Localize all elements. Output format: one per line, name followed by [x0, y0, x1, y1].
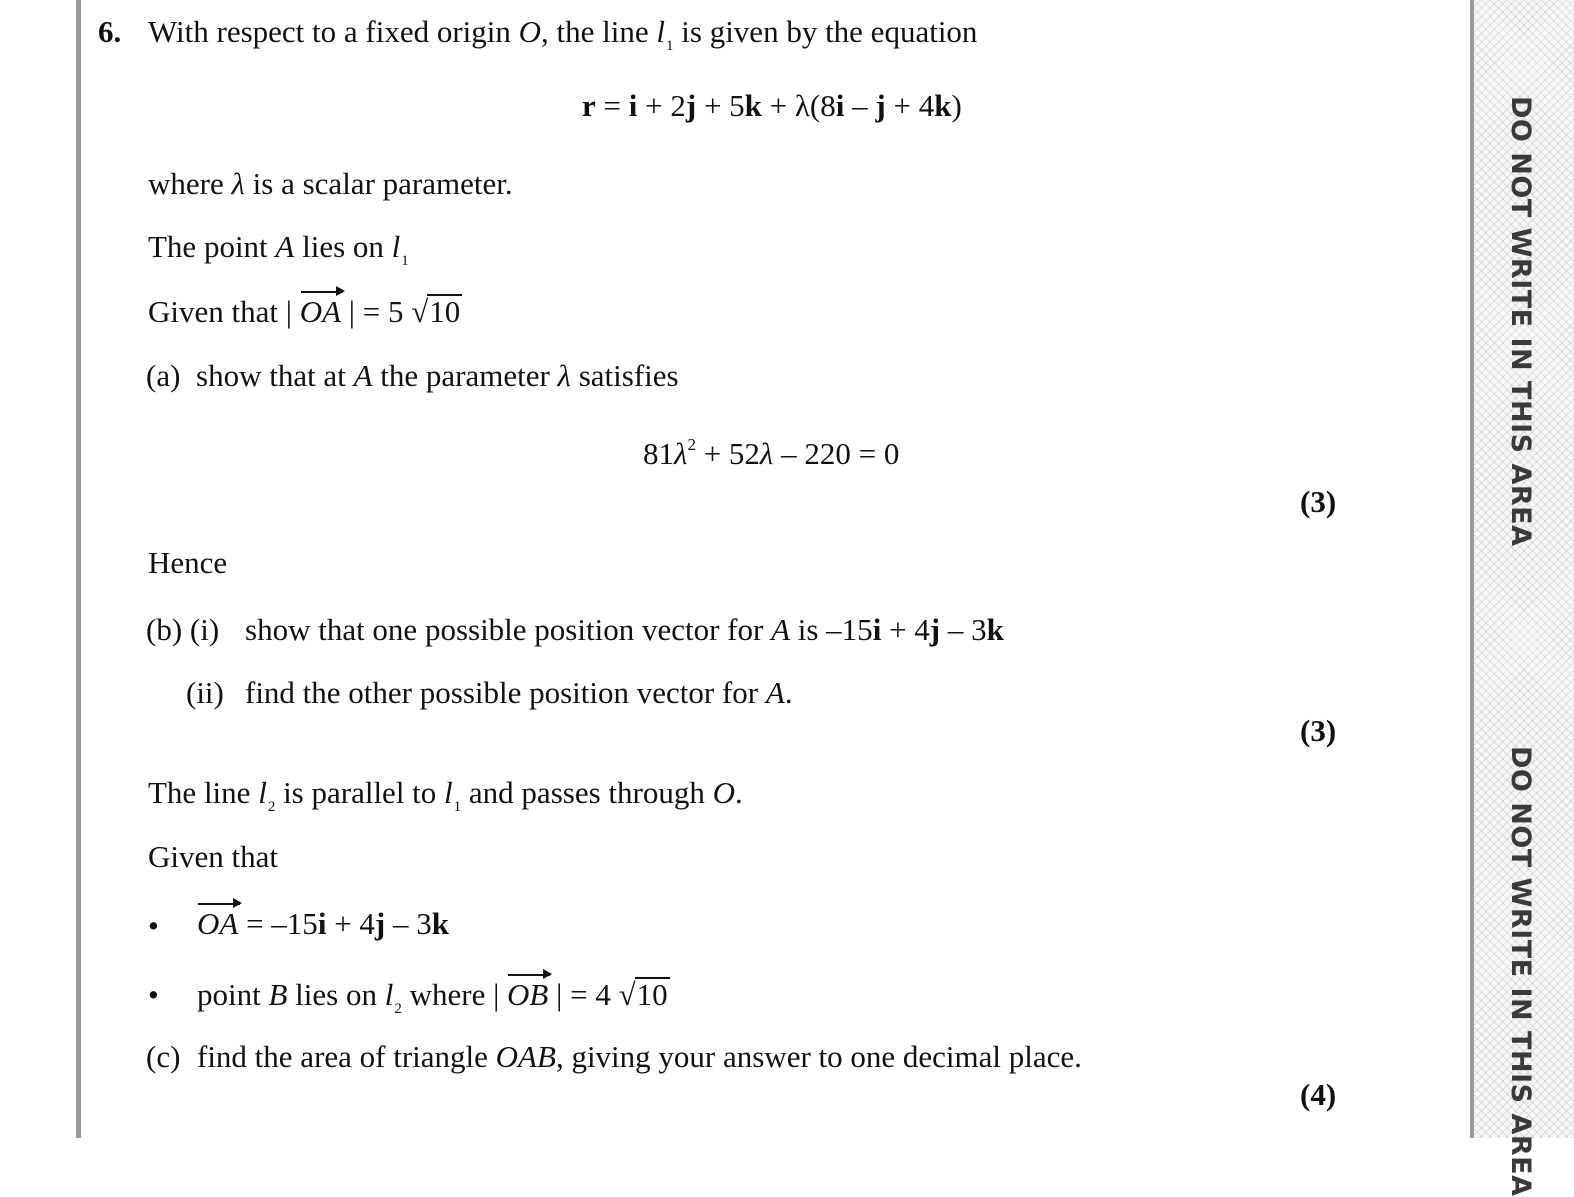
margin-warning-bottom: DO NOT WRITE IN THIS AREA — [1505, 746, 1536, 1197]
bullet-2: • — [148, 977, 159, 1012]
marks-part-c: (4) — [1300, 1077, 1337, 1112]
part-c-text: find the area of triangle OAB, giving your answer to one decimal place. — [197, 1039, 1082, 1074]
part-b-i-label: (b) (i) — [146, 612, 220, 647]
given-oa-magnitude: Given that | OA | = 5 √10 — [148, 294, 461, 329]
marks-part-b: (3) — [1300, 713, 1337, 748]
margin-warning-top: DO NOT WRITE IN THIS AREA — [1505, 96, 1536, 547]
line-l2-statement: The line $l_2$ is parallel to $l_1$ and passes through O. — [148, 775, 743, 815]
vector-oa: OA — [299, 294, 342, 329]
marks-part-a: (3) — [1300, 484, 1337, 519]
given-that-text: Given that — [148, 839, 278, 874]
part-b-ii-label: (ii) — [186, 675, 224, 710]
bullet-1: • — [148, 908, 159, 943]
question-number: 6. — [98, 14, 122, 49]
quadratic-equation: $81\lambda^2 + 52\lambda - 220 = 0$ — [643, 435, 900, 471]
part-c-label: (c) — [146, 1039, 181, 1074]
hence-text: Hence — [148, 545, 228, 580]
left-margin-rule — [76, 0, 81, 1138]
part-a-label: (a) — [146, 358, 181, 393]
part-b-i-text: show that one possible position vector for A is –15i + 4j – 3k — [245, 612, 1004, 647]
vector-oa-bullet: OA — [197, 906, 239, 941]
part-a-text: show that at A the parameter λ satisfies — [196, 358, 679, 393]
question-intro: With respect to a fixed origin O, the line $l_1$ is given by the equation — [148, 14, 978, 54]
bullet-1-text: OA = –15i + 4j – 3k — [197, 906, 449, 941]
vector-ob: OB — [507, 977, 549, 1012]
line-equation: r = i + 2j + 5k + λ(8i – j + 4k) — [582, 88, 962, 123]
lambda-definition: where λ is a scalar parameter. — [148, 166, 513, 201]
part-b-ii-text: find the other possible position vector for A. — [245, 675, 793, 710]
point-a-statement: The point A lies on $l_1$ — [148, 229, 409, 269]
bullet-2-text: point B lies on $l_2$ where | OB | = 4 √10 — [197, 977, 668, 1017]
